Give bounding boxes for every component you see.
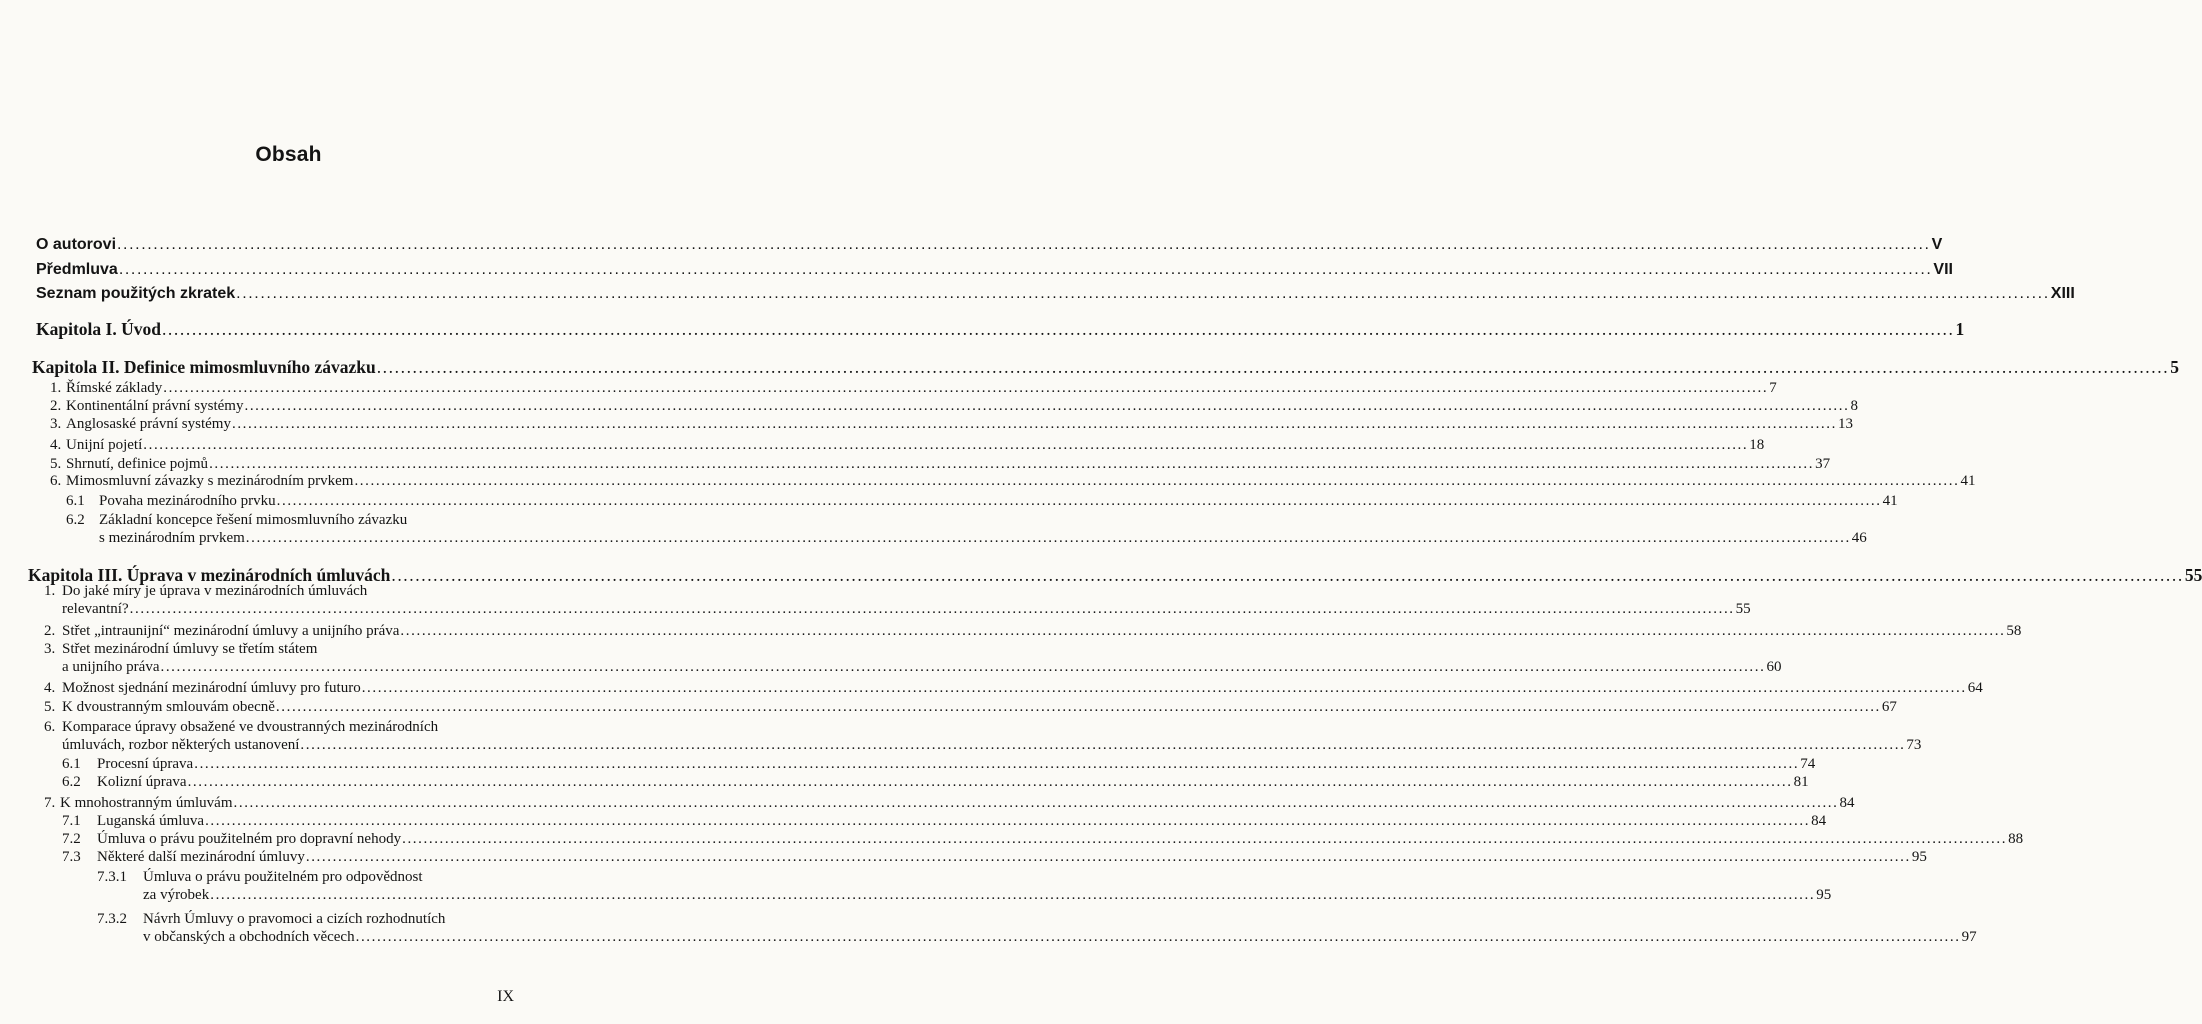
toc-section-number: 5. bbox=[50, 456, 62, 472]
toc-entry-title: Římské základy bbox=[66, 380, 163, 396]
toc-entry-title: Kapitola II. Definice mimosmluvního závazku bbox=[32, 357, 376, 377]
toc-page-number: 13 bbox=[1837, 416, 1853, 432]
toc-section-number: 6.2 bbox=[66, 512, 85, 528]
toc-page-number: 95 bbox=[1816, 887, 1832, 903]
toc-page-number: VII bbox=[1933, 261, 1953, 278]
toc-section-number: 7.1 bbox=[62, 813, 81, 829]
toc-page-number: 60 bbox=[1766, 659, 1782, 675]
dot-leader: ............................................................................................................................................................................................................................................................................................................ bbox=[391, 565, 2184, 585]
dot-leader: ............................................................................................................................................................................................................................................................................................................ bbox=[205, 813, 1811, 829]
dot-leader: ............................................................................................................................................................................................................................................................................................................ bbox=[300, 737, 1906, 753]
toc-page-number: 1 bbox=[1955, 319, 1965, 339]
toc-entry-title: za výrobek bbox=[143, 887, 210, 903]
toc-page-number: 37 bbox=[1815, 456, 1831, 472]
toc-entry-title: Povaha mezinárodního prvku bbox=[99, 493, 276, 509]
toc-entry-title: Seznam použitých zkratek bbox=[36, 285, 236, 302]
toc-entry-title: Návrh Úmluvy o pravomoci a cizích rozhodnutích bbox=[143, 911, 446, 927]
dot-leader: ............................................................................................................................................................................................................................................................................................................ bbox=[231, 416, 1837, 432]
toc-page-number: 88 bbox=[2008, 831, 2024, 847]
toc-entry-title: Úmluva o právu použitelném pro dopravní nehody bbox=[97, 831, 402, 847]
toc-page-number: XIII bbox=[2050, 285, 2075, 302]
toc-entry-title: Základní koncepce řešení mimosmluvního závazku bbox=[99, 512, 408, 528]
toc-entry-title: K dvoustranným smlouvám obecně bbox=[62, 699, 275, 715]
dot-leader: ............................................................................................................................................................................................................................................................................................................ bbox=[276, 493, 1882, 509]
dot-leader: ............................................................................................................................................................................................................................................................................................................ bbox=[129, 601, 1735, 617]
dot-leader: ............................................................................................................................................................................................................................................................................................................ bbox=[354, 473, 1960, 489]
toc-entry-title: Předmluva bbox=[36, 261, 118, 278]
dot-leader: ............................................................................................................................................................................................................................................................................................................ bbox=[161, 319, 1955, 339]
dot-leader: ............................................................................................................................................................................................................................................................................................................ bbox=[163, 380, 1769, 396]
toc-entry-title: Úmluva o právu použitelném pro odpovědnost bbox=[143, 869, 423, 885]
toc-section-number: 4. bbox=[50, 437, 62, 453]
toc-page-number: 5 bbox=[2170, 357, 2179, 377]
toc-entry-title: relevantní? bbox=[62, 601, 129, 617]
toc-page-number: 95 bbox=[1911, 849, 1927, 865]
dot-leader: ............................................................................................................................................................................................................................................................................................................ bbox=[305, 849, 1911, 865]
toc-section-number: 7.3 bbox=[62, 849, 81, 865]
dot-leader: ............................................................................................................................................................................................................................................................................................................ bbox=[194, 756, 1800, 772]
dot-leader: ............................................................................................................................................................................................................................................................................................................ bbox=[233, 795, 1839, 811]
toc-entry-title: úmluvách, rozbor některých ustanovení bbox=[62, 737, 300, 753]
toc-section-number: 5. bbox=[44, 699, 56, 715]
dot-leader: ............................................................................................................................................................................................................................................................................................................ bbox=[117, 236, 1931, 253]
dot-leader: ............................................................................................................................................................................................................................................................................................................ bbox=[210, 887, 1816, 903]
toc-section-number: 6. bbox=[44, 719, 56, 735]
toc-entry-title: Kontinentální právní systémy bbox=[66, 398, 244, 414]
dot-leader: ............................................................................................................................................................................................................................................................................................................ bbox=[275, 699, 1881, 715]
toc-page-number: 74 bbox=[1800, 756, 1816, 772]
toc-entry-title: Některé další mezinárodní úmluvy bbox=[97, 849, 305, 865]
toc-entry-title: Střet mezinárodní úmluvy se třetím státem bbox=[62, 641, 318, 657]
toc-page-number: 84 bbox=[1839, 795, 1855, 811]
toc-entry-title: Luganská úmluva bbox=[97, 813, 205, 829]
toc-entry-title: Kapitola I. Úvod bbox=[36, 319, 161, 339]
toc-page-number: 41 bbox=[1960, 473, 1976, 489]
dot-leader: ............................................................................................................................................................................................................................................................................................................ bbox=[376, 357, 2170, 377]
dot-leader: ............................................................................................................................................................................................................................................................................................................ bbox=[160, 659, 1766, 675]
toc-entry-title: Anglosaské právní systémy bbox=[66, 416, 231, 432]
dot-leader: ............................................................................................................................................................................................................................................................................................................ bbox=[244, 398, 1850, 414]
toc-section-number: 3. bbox=[50, 416, 62, 432]
toc-page-number: 7 bbox=[1769, 380, 1777, 396]
toc-entry-title: Unijní pojetí bbox=[66, 437, 143, 453]
dot-leader: ............................................................................................................................................................................................................................................................................................................ bbox=[236, 285, 2050, 302]
dot-leader: ............................................................................................................................................................................................................................................................................................................ bbox=[118, 261, 1933, 278]
toc-entry-title: Komparace úpravy obsažené ve dvoustranných mezinárodních bbox=[62, 719, 439, 735]
toc-section-number: 7.3.1 bbox=[97, 869, 127, 885]
toc-entry-title: O autorovi bbox=[36, 236, 117, 253]
toc-entry-title: Kapitola III. Úprava v mezinárodních úmluvách bbox=[28, 565, 391, 585]
page-title: Obsah bbox=[255, 143, 322, 166]
toc-page-number: 97 bbox=[1961, 929, 1977, 945]
toc-entry-title: Možnost sjednání mezinárodní úmluvy pro futuro bbox=[62, 680, 361, 696]
toc-entry-title: Střet „intraunijní“ mezinárodní úmluvy a unijního práva bbox=[62, 623, 400, 639]
toc-entry-title: Do jaké míry je úprava v mezinárodních úmluvách bbox=[62, 583, 368, 599]
toc-section-number: 1. bbox=[44, 583, 56, 599]
toc-entry-title: Procesní úprava bbox=[97, 756, 194, 772]
toc-page-number: 73 bbox=[1906, 737, 1922, 753]
dot-leader: ............................................................................................................................................................................................................................................................................................................ bbox=[402, 831, 2008, 847]
toc-entry-title: Mimosmluvní závazky s mezinárodním prvkem bbox=[66, 473, 354, 489]
toc-page-number: 81 bbox=[1793, 774, 1809, 790]
toc-section-number: 7. bbox=[44, 795, 56, 811]
toc-section-number: 1. bbox=[50, 380, 62, 396]
dot-leader: ............................................................................................................................................................................................................................................................................................................ bbox=[209, 456, 1815, 472]
toc-page-number: 84 bbox=[1811, 813, 1827, 829]
dot-leader: ............................................................................................................................................................................................................................................................................................................ bbox=[143, 437, 1749, 453]
toc-page-number: 67 bbox=[1881, 699, 1897, 715]
page-number: IX bbox=[497, 988, 514, 1005]
toc-section-number: 3. bbox=[44, 641, 56, 657]
toc-entry-title: v občanských a obchodních věcech bbox=[143, 929, 355, 945]
toc-page-number: 8 bbox=[1850, 398, 1858, 414]
dot-leader: ............................................................................................................................................................................................................................................................................................................ bbox=[361, 680, 1967, 696]
toc-section-number: 2. bbox=[44, 623, 56, 639]
toc-section-number: 6.2 bbox=[62, 774, 81, 790]
dot-leader: ............................................................................................................................................................................................................................................................................................................ bbox=[355, 929, 1961, 945]
toc-section-number: 2. bbox=[50, 398, 62, 414]
toc-section-number: 7.3.2 bbox=[97, 911, 127, 927]
toc-section-number: 7.2 bbox=[62, 831, 81, 847]
toc-entry-title: a unijního práva bbox=[62, 659, 160, 675]
toc-page-number: 55 bbox=[1735, 601, 1751, 617]
toc-page-number: 58 bbox=[2006, 623, 2022, 639]
dot-leader: ............................................................................................................................................................................................................................................................................................................ bbox=[245, 530, 1851, 546]
toc-section-number: 6.1 bbox=[62, 756, 81, 772]
dot-leader: ............................................................................................................................................................................................................................................................................................................ bbox=[400, 623, 2006, 639]
toc-page-number: 18 bbox=[1749, 437, 1765, 453]
toc-section-number: 6. bbox=[50, 473, 62, 489]
toc-section-number: 6.1 bbox=[66, 493, 85, 509]
toc-page-number: 41 bbox=[1882, 493, 1898, 509]
toc-page-number: V bbox=[1931, 236, 1943, 253]
toc-entry-title: Kolizní úprava bbox=[97, 774, 187, 790]
toc-section-number: 4. bbox=[44, 680, 56, 696]
toc-page-number: 46 bbox=[1851, 530, 1867, 546]
dot-leader: ............................................................................................................................................................................................................................................................................................................ bbox=[187, 774, 1793, 790]
toc-entry-title: s mezinárodním prvkem bbox=[99, 530, 245, 546]
toc-entry-title: Shrnutí, definice pojmů bbox=[66, 456, 209, 472]
toc-entry-title: K mnohostranným úmluvám bbox=[60, 795, 233, 811]
toc-page-number: 55 bbox=[2184, 565, 2202, 585]
toc-page-number: 64 bbox=[1967, 680, 1983, 696]
